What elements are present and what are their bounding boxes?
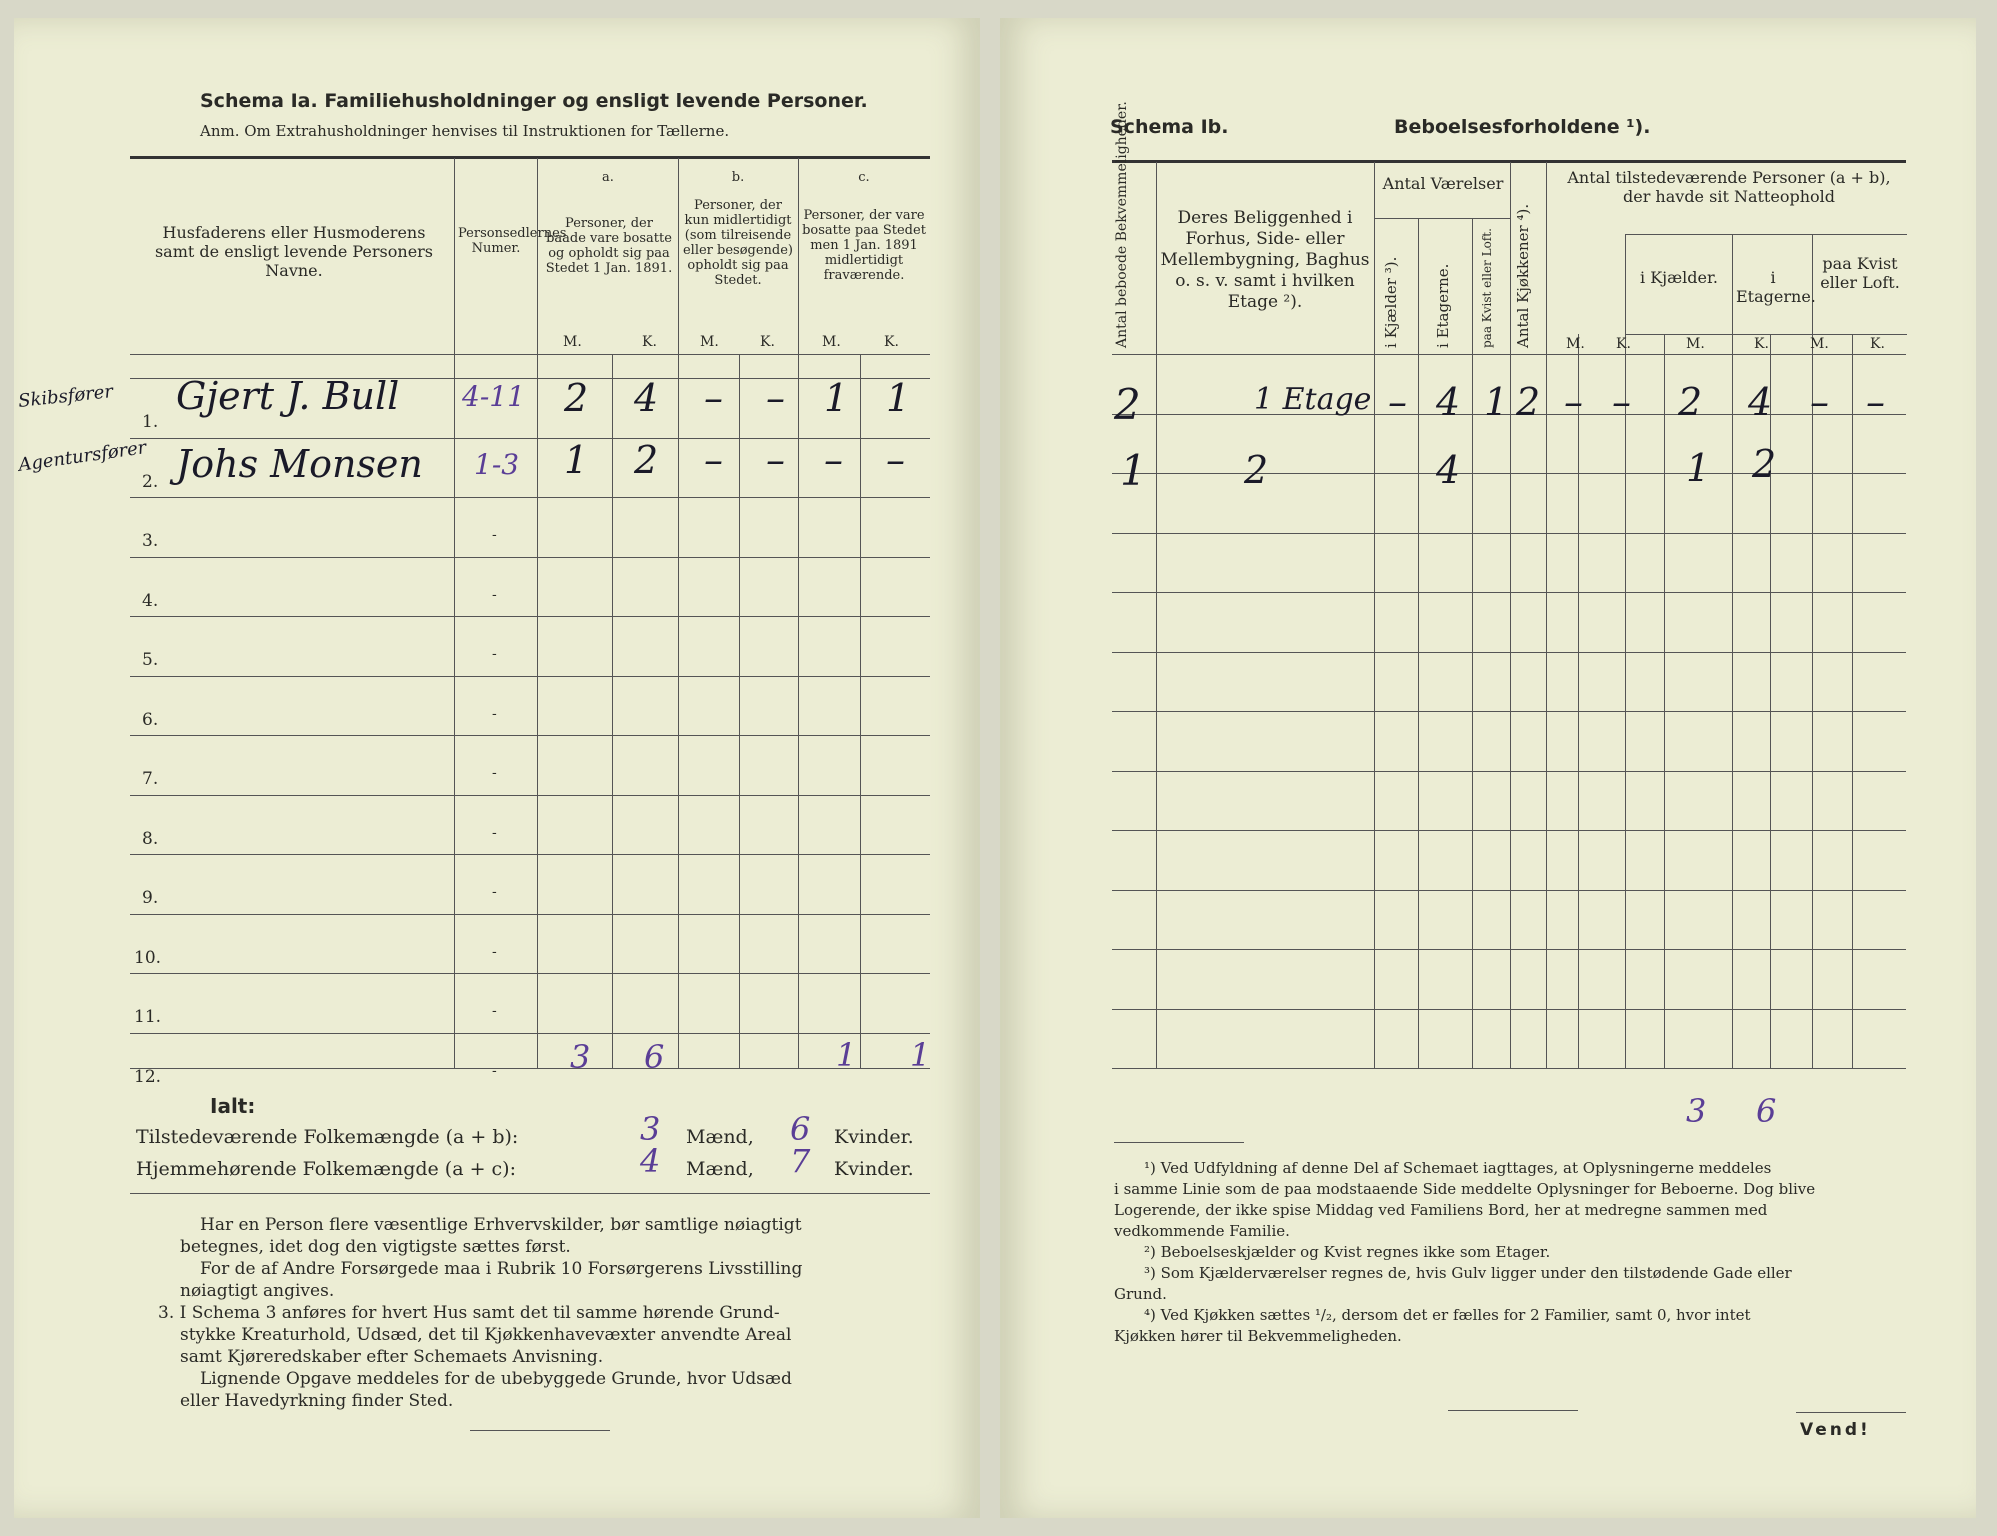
row-divider	[1112, 473, 1906, 474]
col-beliggenhed-header: Deres Beliggenhed i Forhus, Side- eller Mellembygning, Baghus o. s. v. samt i hvilken Etage ²).	[1160, 208, 1370, 312]
maend-label: Mænd,	[686, 1126, 754, 1148]
aM-row1: 2	[564, 376, 589, 420]
col-num-header: Personsedlernes Numer.	[458, 226, 567, 256]
cK-row1: 1	[886, 376, 911, 420]
note-line: eller Havedyrkning finder Sted.	[180, 1391, 454, 1411]
note-line: stykke Kreaturhold, Udsæd, det til Kjøkkenhavevæxter anvendte Areal	[180, 1325, 792, 1345]
row-divider	[1112, 1009, 1906, 1010]
row-divider	[1112, 414, 1906, 415]
lK-row1: –	[1866, 380, 1885, 424]
instruction-notes	[150, 1214, 930, 1412]
k-label: K.	[1616, 336, 1631, 352]
row-divider	[130, 854, 930, 855]
cM-row1: 1	[824, 376, 849, 420]
num-dash: -	[492, 1062, 497, 1079]
row-divider	[130, 616, 930, 617]
col-paa-kvist-header: paa Kvist eller Loft.	[1820, 254, 1900, 292]
row-number: 8.	[142, 828, 159, 849]
num-dash: -	[492, 705, 497, 722]
num-row1: 4-11	[462, 380, 525, 413]
kvinder-label: Kvinder.	[834, 1158, 914, 1180]
bK-row1: –	[766, 376, 785, 420]
row-divider	[130, 557, 930, 558]
col-bekv-header: Antal beboede Bekvemmeligheder.	[1114, 101, 1130, 348]
etagerne-row2: 4	[1436, 448, 1461, 492]
footnote-line: ³) Som Kjælderværelser regnes de, hvis Gulv ligger under den tilstødende Gade eller	[1144, 1264, 1792, 1282]
schema-1b-label: Schema Ib.	[1110, 116, 1229, 138]
k-label: K.	[884, 334, 899, 350]
col-name-header: Husfaderens eller Husmoderens samt de ensligt levende Personers Navne.	[154, 223, 434, 280]
m-label: M.	[1810, 336, 1829, 352]
row-divider	[1112, 711, 1906, 712]
tilst-kvinder-value: 6	[790, 1110, 811, 1148]
row-number: 2.	[142, 471, 159, 492]
schema-1a-title: Schema Ia. Familiehusholdninger og ensligt levende Personer.	[200, 90, 868, 112]
col-etagerne-header: i Etagerne.	[1434, 263, 1452, 348]
col-a-header: Personer, der baade vare bosatte og opholdt sig paa Stedet 1 Jan. 1891.	[545, 216, 673, 276]
m-label: M.	[1686, 336, 1705, 352]
aK-row1: 4	[634, 376, 659, 420]
row-number: 5.	[142, 650, 159, 670]
tilst-maend-value: 3	[640, 1110, 661, 1148]
lM-row1: –	[1810, 380, 1829, 424]
eK-row1: 4	[1748, 380, 1773, 424]
note-line: samt Kjøreredskaber efter Schemaets Anvisning.	[180, 1347, 604, 1367]
bM-row2: –	[704, 438, 723, 482]
footnote-line: ²) Beboelseskjælder og Kvist regnes ikke som Etager.	[1144, 1243, 1551, 1261]
k-label: K.	[1754, 336, 1769, 352]
bK-row2: –	[766, 438, 785, 482]
total-aM: 3	[570, 1038, 591, 1076]
footnote-line: vedkommende Familie.	[1114, 1222, 1290, 1240]
aK-row2: 2	[634, 438, 659, 482]
maend-label: Mænd,	[686, 1158, 754, 1180]
eM-row1: 2	[1678, 380, 1703, 424]
total-cM: 1	[836, 1036, 857, 1074]
row-number: 10.	[134, 947, 162, 968]
row-divider	[130, 735, 930, 736]
row-number: 7.	[142, 769, 159, 789]
footnote-line: ¹) Ved Udfyldning af denne Del af Schemaet iagttages, at Oplysningerne meddeles	[1144, 1159, 1772, 1177]
tilst-label: Tilstedeværende Folkemængde (a + b):	[136, 1126, 519, 1148]
etagerne-row1: 4	[1436, 380, 1461, 424]
col-c-letter: c.	[858, 170, 870, 185]
row-divider	[130, 973, 930, 974]
row-divider	[130, 914, 930, 915]
bekv-row1: 2	[1114, 380, 1141, 429]
row-number: 3.	[142, 531, 159, 551]
hjem-maend-value: 4	[640, 1142, 661, 1180]
col-kjaelder-header: i Kjælder ³).	[1382, 256, 1400, 348]
name-row2: Johs Monsen	[176, 442, 423, 486]
ialt-label: Ialt:	[210, 1094, 256, 1118]
footnote-line: ⁴) Ved Kjøkken sættes ¹/₂, dersom det er fælles for 2 Familier, samt 0, hvor intet	[1144, 1306, 1751, 1324]
kK-row1: –	[1612, 380, 1631, 424]
name-row1: Gjert J. Bull	[176, 374, 400, 418]
row-divider	[130, 497, 930, 498]
row-divider	[1112, 890, 1906, 891]
row-number: 4.	[142, 590, 159, 611]
row-number: 11.	[134, 1007, 162, 1027]
row-number: 12.	[134, 1066, 162, 1087]
row-divider	[1112, 652, 1906, 653]
right-page	[1000, 18, 1976, 1518]
footnote-line: Kjøkken hører til Bekvemmeligheden.	[1114, 1327, 1402, 1345]
note-line: 3. I Schema 3 anføres for hvert Hus samt det til samme hørende Grund-	[158, 1303, 780, 1323]
col-i-etagerne-header: i Etagerne.	[1736, 268, 1816, 306]
note-line: nøiagtigt angives.	[180, 1281, 335, 1301]
total-persons-m: 3	[1686, 1092, 1707, 1130]
row-number: 6.	[142, 709, 159, 730]
m-label: M.	[822, 334, 841, 350]
note-line: betegnes, idet dog den vigtigste sættes først.	[180, 1237, 571, 1257]
kM-row1: –	[1564, 380, 1583, 424]
col-b-header: Personer, der kun midlertidigt (som tilreisende eller besøgende) opholdt sig paa Stedet.	[682, 198, 794, 288]
eM-row2: 1	[1686, 446, 1711, 490]
k-label: K.	[1870, 336, 1885, 352]
col-c-header: Personer, der vare bosatte paa Stedet men 1 Jan. 1891 midlertidigt fraværende.	[802, 208, 926, 283]
kvinder-label: Kvinder.	[834, 1126, 914, 1148]
col-kvist-header: paa Kvist eller Loft.	[1480, 228, 1494, 348]
num-dash: -	[492, 943, 497, 960]
m-label: M.	[563, 334, 582, 350]
note-line: Har en Person flere væsentlige Erhvervskilder, bør samtlige nøiagtigt	[200, 1215, 802, 1235]
k-label: K.	[642, 334, 657, 350]
num-dash: -	[492, 1003, 497, 1019]
total-persons-k: 6	[1756, 1092, 1777, 1130]
num-dash: -	[492, 884, 497, 900]
kjokken-row1: 2	[1516, 380, 1541, 424]
row-divider	[130, 1033, 930, 1034]
num-dash: -	[492, 765, 497, 781]
aM-row2: 1	[564, 438, 589, 482]
row-divider	[130, 438, 930, 439]
num-dash: -	[492, 586, 497, 603]
footnotes	[1114, 1158, 1914, 1347]
hjem-kvinder-value: 7	[790, 1142, 811, 1180]
footnote-line: i samme Linie som de paa modstaaende Side meddelte Oplysninger for Beboerne. Dog blive	[1114, 1180, 1816, 1198]
num-row2: 1-3	[474, 448, 520, 481]
belig-row2: 2	[1244, 448, 1269, 492]
row-divider	[1112, 949, 1906, 950]
m-label: M.	[1566, 336, 1585, 352]
row-divider	[1112, 771, 1906, 772]
col-a-letter: a.	[602, 170, 614, 185]
bM-row1: –	[704, 376, 723, 420]
kvist-row1: 1	[1484, 380, 1509, 424]
num-dash: -	[492, 646, 497, 662]
footnote-line: Logerende, der ikke spise Middag ved Familiens Bord, her at medregne sammen med	[1114, 1201, 1768, 1219]
num-dash: -	[492, 527, 497, 543]
left-page	[14, 18, 980, 1518]
total-cK: 1	[910, 1036, 931, 1074]
cK-row2: –	[886, 438, 905, 482]
belig-row1: 1 Etage	[1254, 382, 1372, 417]
occupation-row1: Skibsfører	[17, 381, 114, 412]
note-line: For de af Andre Forsørgede maa i Rubrik 10 Forsørgerens Livsstilling	[200, 1259, 803, 1279]
col-i-kjaelder-header: i Kjælder.	[1640, 268, 1718, 287]
row-divider	[1112, 533, 1906, 534]
row-number: 9.	[142, 888, 159, 908]
hjem-label: Hjemmehørende Folkemængde (a + c):	[136, 1158, 516, 1180]
eK-row2: 2	[1752, 442, 1777, 486]
occupation-row2: Agentursfører	[17, 437, 148, 476]
m-label: M.	[700, 334, 719, 350]
col-kjokken-header: Antal Kjøkkener ⁴).	[1514, 203, 1532, 348]
bekv-row2: 1	[1120, 446, 1147, 495]
kjaelder-row1: –	[1388, 380, 1407, 424]
vend-label: Vend!	[1800, 1420, 1871, 1440]
k-label: K.	[760, 334, 775, 350]
row-number: 1.	[142, 412, 159, 432]
note-line: Lignende Opgave meddeles for de ubebyggede Grunde, hvor Udsæd	[200, 1369, 792, 1389]
anm-note: Anm. Om Extrahusholdninger henvises til Instruktionen for Tællerne.	[200, 122, 730, 140]
row-divider	[130, 795, 930, 796]
row-divider	[1112, 830, 1906, 831]
row-divider	[130, 676, 930, 677]
cM-row2: –	[824, 438, 843, 482]
num-dash: -	[492, 824, 497, 841]
col-antal-vaerelser-header: Antal Værelser	[1382, 174, 1504, 193]
total-aK: 6	[644, 1038, 665, 1076]
schema-1b-title: Beboelsesforholdene ¹).	[1394, 116, 1651, 138]
col-tilstede-header: Antal tilstedeværende Personer (a + b), der havde sit Natteophold	[1567, 168, 1891, 206]
row-divider	[1112, 592, 1906, 593]
col-b-letter: b.	[731, 170, 745, 185]
footnote-line: Grund.	[1114, 1285, 1167, 1303]
